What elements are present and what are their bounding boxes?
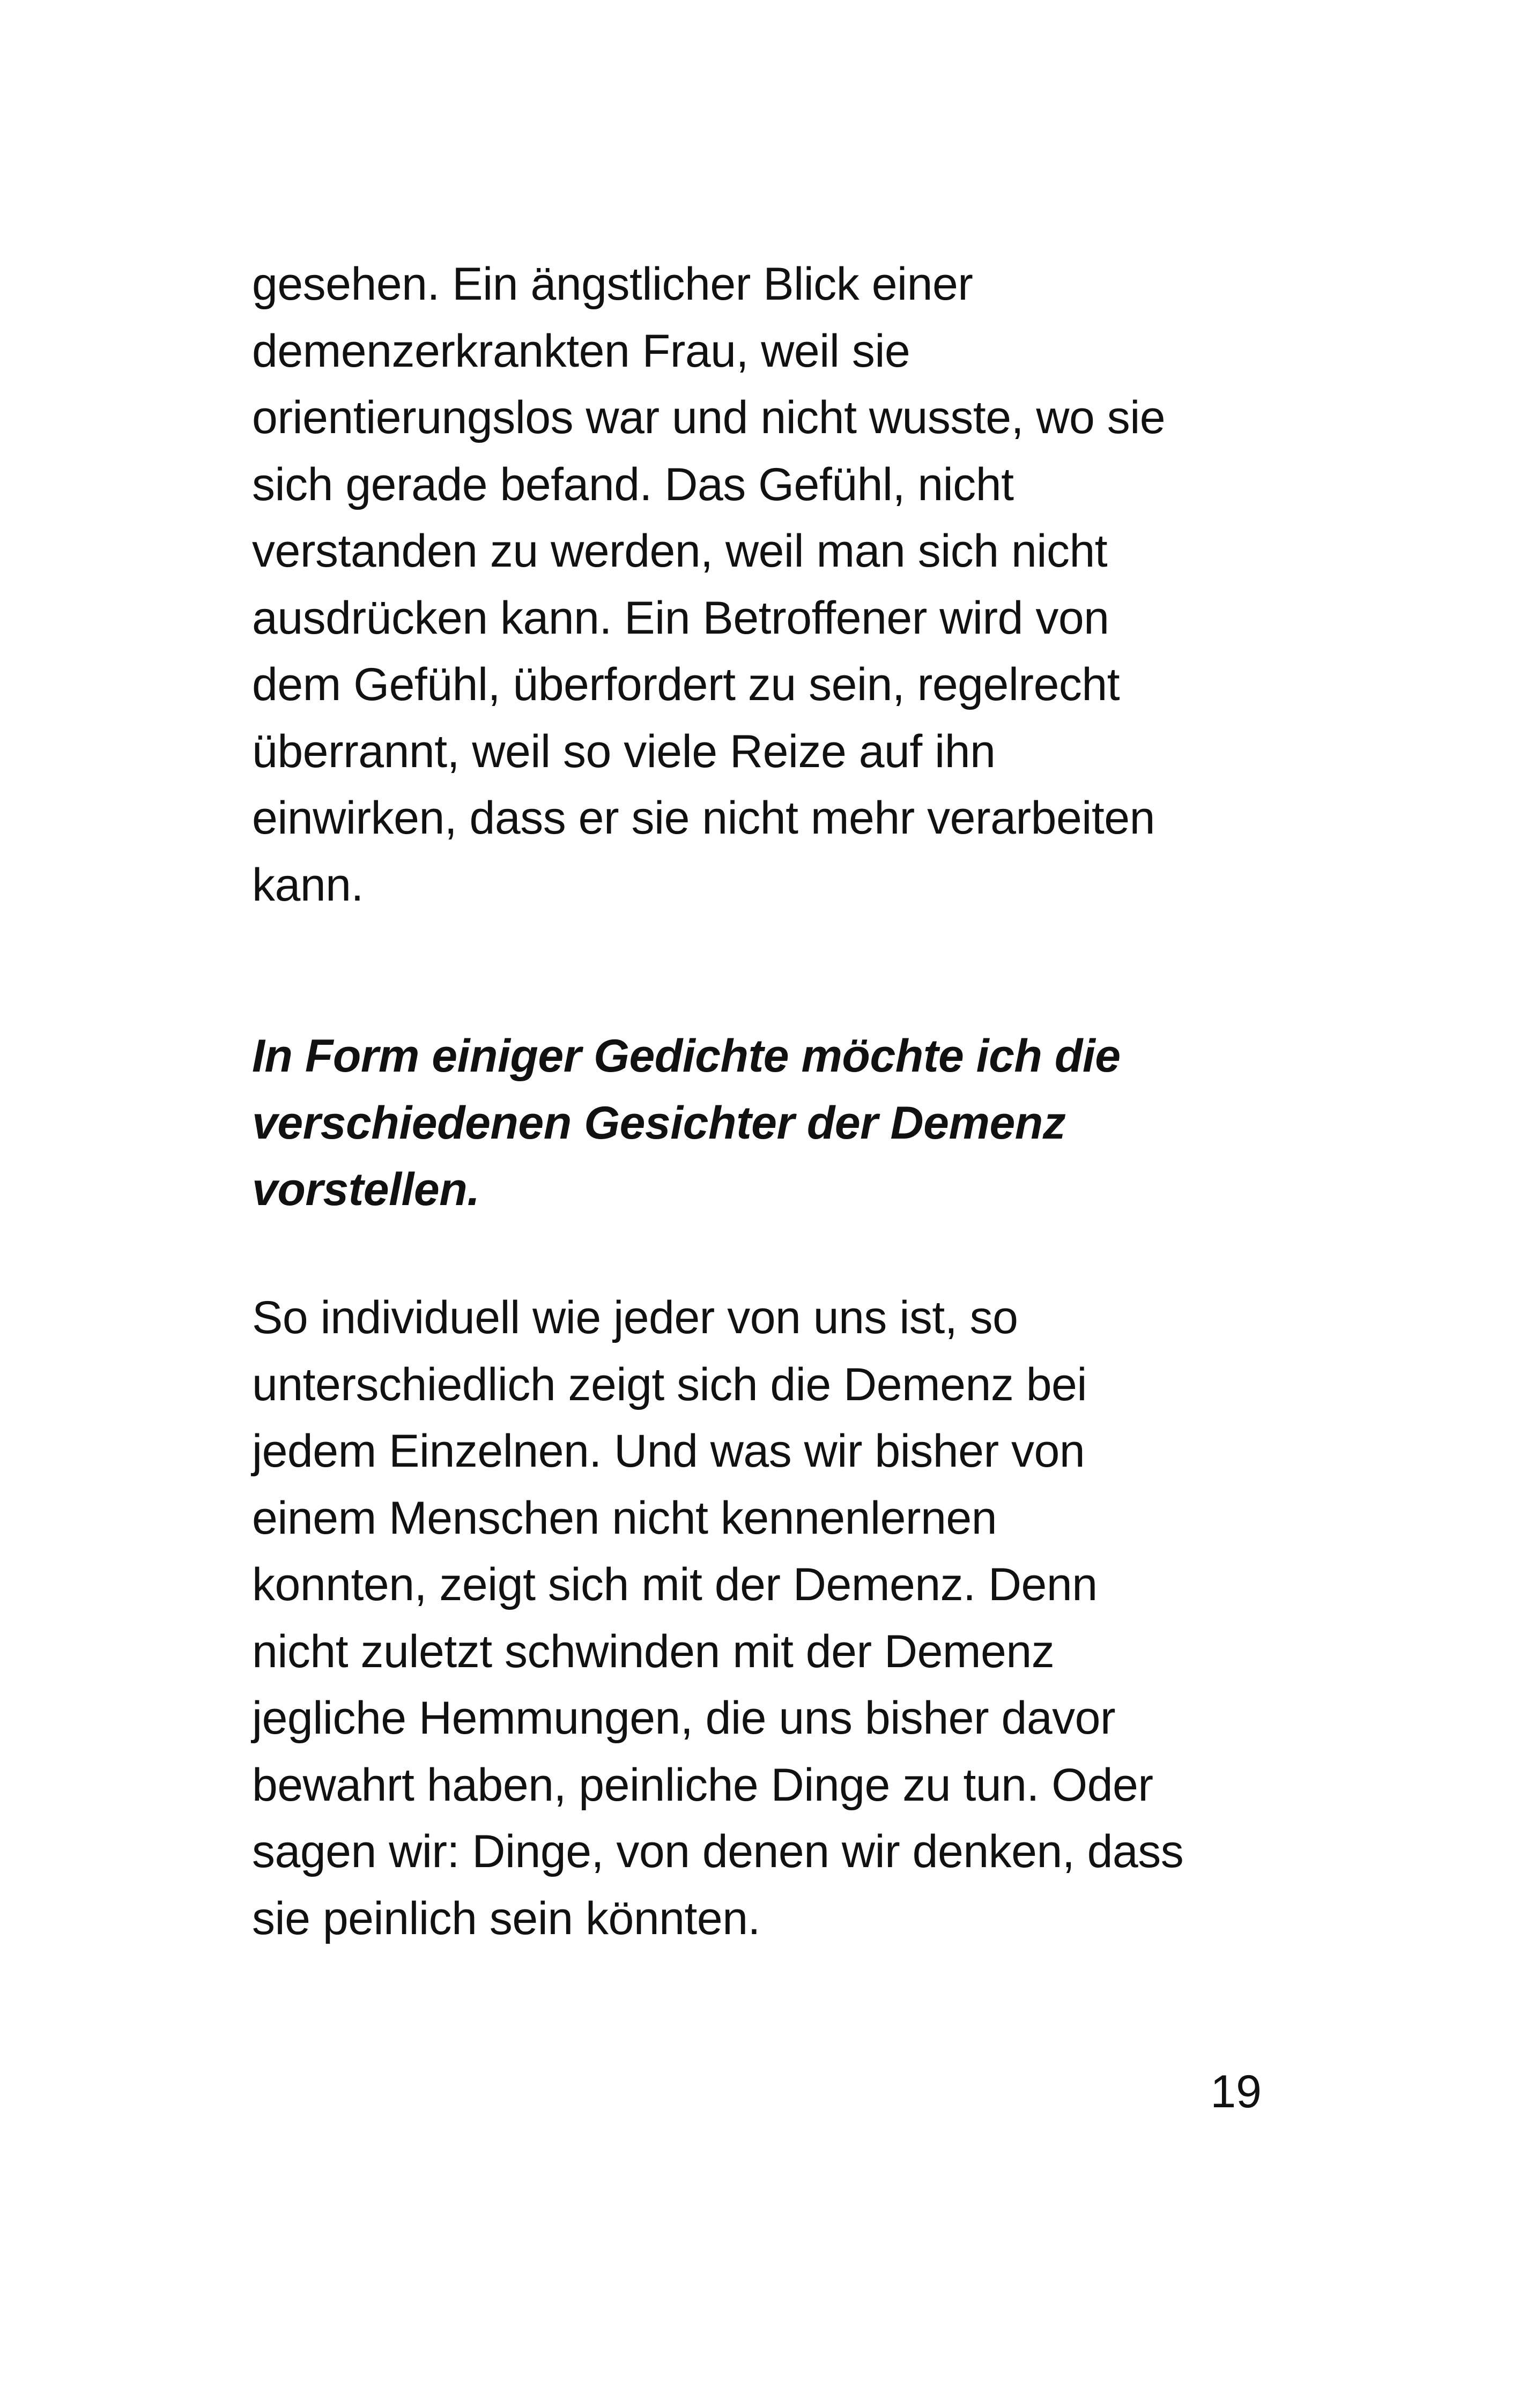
paragraph-2 (252, 1284, 1271, 1952)
paragraph-2-line: sagen wir: Dinge, von denen wir denken, dass (252, 1826, 1184, 1877)
emphasized-statement-line: verschiedenen Gesichter der Demenz (252, 1097, 1066, 1149)
emphasized-statement (252, 1023, 1271, 1223)
paragraph-1-line: orientierungslos war und nicht wusste, wo sie (252, 392, 1166, 443)
paragraph-1-line: kann. (252, 859, 364, 911)
paragraph-2-line: bewahrt haben, peinliche Dinge zu tun. Oder (252, 1759, 1153, 1811)
emphasized-statement-line: vorstellen. (252, 1164, 480, 1215)
paragraph-2-line: unterschiedlich zeigt sich die Demenz bei (252, 1358, 1087, 1410)
page-number: 19 (1210, 2066, 1262, 2117)
paragraph-2-line: So individuell wie jeder von uns ist, so (252, 1292, 1018, 1343)
paragraph-1-line: überrannt, weil so viele Reize auf ihn (252, 725, 996, 777)
paragraph-1-line: dem Gefühl, überfordert zu sein, regelrecht (252, 659, 1120, 710)
paragraph-2-line: jegliche Hemmungen, die uns bisher davor (252, 1692, 1116, 1744)
paragraph-1-line: gesehen. Ein ängstlicher Blick einer (252, 258, 973, 310)
paragraph-2-line: nicht zuletzt schwinden mit der Demenz (252, 1625, 1055, 1677)
paragraph-1-line: sich gerade befand. Das Gefühl, nicht (252, 458, 1014, 510)
paragraph-1-line: verstanden zu werden, weil man sich nicht (252, 525, 1108, 577)
paragraph-2-line: konnten, zeigt sich mit der Demenz. Denn (252, 1559, 1098, 1610)
paragraph-1-line: einwirken, dass er sie nicht mehr verarbeiten (252, 792, 1155, 844)
emphasized-statement-line: In Form einiger Gedichte möchte ich die (252, 1030, 1121, 1082)
paragraph-1-line: demenzerkrankten Frau, weil sie (252, 325, 910, 377)
paragraph-2-line: sie peinlich sein könnten. (252, 1892, 760, 1944)
paragraph-1 (252, 251, 1271, 918)
paragraph-2-line: einem Menschen nicht kennenlernen (252, 1492, 997, 1544)
paragraph-2-line: jedem Einzelnen. Und was wir bisher von (252, 1425, 1085, 1477)
paragraph-1-line: ausdrücken kann. Ein Betroffener wird von (252, 592, 1109, 644)
